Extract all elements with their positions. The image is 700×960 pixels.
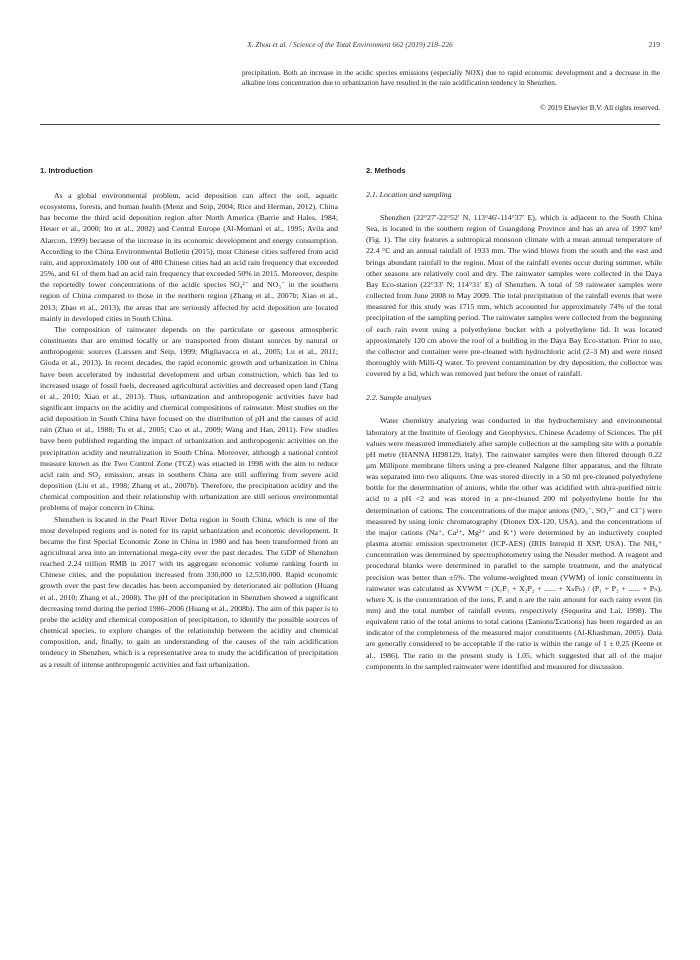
right-column [366, 166, 662, 672]
subsection-sample-analyses: 2.2. Sample analyses [366, 393, 432, 403]
intro-paragraph-2: The composition of rainwater depends on the particulate or gaseous atmospheric constituents that are emitted locally or are transported from distant sources by natural or anthropogenic sources (Larssen and Seip, 1999; Migliavacca et al., 2005; Lu et al., 2011; Gioda et al., 2013). In recent decades, the rapid economic growth and urbanization in China have been accelerated by industrial development and urban construction, which has led to increased usage of fossil fuels, decreased agricultural activities and decreased open land (Tang et al., 2010; Xiao et al., 2013). Thus, urbanization and anthropogenic activities have had significant impacts on the acidity and chemical compositions of rainwater. Most studies on the acid deposition in South China have focused on the distribution of pH and the causes of acid rain (Zhao et al., 1988; Tu et al., 2005; Cao et al., 2009; Wang and Han, 2011). Few studies have been published regarding the impact of urbanization and anthropogenic activities on the precipitation acidity and neutralization in South China. Moreover, although a national control measure known as the Two Control Zone (TCZ) was enacted in 1998 with the aim to reduce acid rain and SO₂ emission, areas in southern China are still suffering from severe acid deposition (Liu et al., 1998; Zhang et al., 2007b). Therefore, the precipitation acidity and the chemical composition and their relationship with urbanization are still serious environmental problems of major concern in China. [40, 324, 338, 513]
methods-heading: 2. Methods [366, 166, 406, 175]
section-divider [40, 124, 660, 125]
intro-paragraph-1: As a global environmental problem, acid deposition can affect the soil, aquatic ecosystems, forests, and human health (Menz and Seip, 2004; Rice and Herman, 2012). China has become the third acid deposition region after North America (Barrie and Hales, 1984; Heuer et al., 2000; Ito et al., 2002) and Central Europe (Al-Momani et al., 1995; Avila and Alarcon, 1999) because of the increase in its economic development and energy consumption. According to the China Environmental Bulletin (2015), most Chinese cities suffered from acid rain, and approximately 100 out of 480 Chinese cities had an acid rain frequency that exceeded 25%, and 61 of them had an acid rain frequency that exceeded 50% in 2015. Moreover, despite the reportedly lower concentrations of the acidic species SO₄²⁻ and NO₃⁻ in the southern region of China compared to those in the northern region (Zhang et al., 2007b; Xiao et al., 2013; Zhao et al., 2013), the areas that are seriously affected by acid deposition are located mainly in developed cities in South China. [40, 191, 338, 323]
journal-citation-line: X. Zhou et al. / Science of the Total Environment 662 (2019) 218–226 [247, 40, 453, 49]
left-column [40, 166, 338, 670]
methods-paragraph-2: Water chemistry analyzing was conducted in the hydrochemistry and environmental laboratory at the Institute of Geology and Geophysics, Chinese Academy of Sciences. The pH values were measured immediately after sample collection at the sampling site with a portable pH metre (HANNA HI98129, Italy). The rainwater samples were then filtered through 0.22 μm Millipore membrane filters using a pre-cleaned Nalgene filter apparatus, and the filtrate was separated into two aliquots. One was stored directly in a 50 ml pre-cleaned polyethylene bottle for the determination of anions, while the other was acidified with ultra-purified nitric acid to a pH <2 and was stored in a pre-cleaned 200 ml polyethylene bottle for the determination of cations. The concentrations of the major anions (NO₃⁻, SO₄²⁻ and Cl⁻) were measured by using ionic chromatography (Dionex DX-120, USA), and the concentrations of the major cations (Na⁺, Ca²⁺, Mg²⁺ and K⁺) were determined by an inductively coupled plasma atomic emission spectrometer (ICP-AES) (IRIS Intrepid II XSP, USA). The NH₄⁺ concentration was determined by spectrophotometry using the Nessler method. A reagent and procedural blanks were determined in parallel to the sample treatment, and the analytical precision was better than ±5%. The volume-weighted mean (VWM) of ionic constituents in rainwater was calculated as XVWM = (X₁P₁ + X₂P₂ + ...... + XₙPₙ) / (P₁ + P₂ + ...... + Pₙ), where Xᵢ is the concentration of the ions, Pᵢ and n are the rain amount for each rainy event (in mm) and the total number of rainfall events, respectively (Sequeira and Lai, 1998). The equivalent ratio of the total anions to total cations (Σanions/Σcations) has been regarded as an indicator of the completeness of the measured major constituents (Al-Khashman, 2005). Data are generally considered to be acceptable if the ratio is within the range of 1 ± 0.25 (Keene et al., 1986). The ratio in the present study is 1.05, which suggested that all of the major components in the sampled rainwater were identified and measured for discussion. [366, 416, 662, 671]
subsection-location-sampling: 2.1. Location and sampling [366, 190, 452, 199]
intro-paragraph-3: Shenzhen is located in the Pearl River Delta region in South China, which is one of the most developed regions and is noted for its rapid urbanization and economic development. It became the first Special Economic Zone in China in 1980 and has been transformed from an agricultural area into an international mega-city over the past decades. The GDP of Shenzhen reached 2.24 trillion RMB in 2017 with its aggregate economic volume ranking fourth in Chinese cities, and the population increased from 330,000 to 12,530,000. Rapid economic growth over the past few decades has been accompanied by deteriorated air pollution (Huang et al., 2010; Zhang et al., 2008). The pH of the precipitation in Shenzhen showed a significant decreasing trend during the period 1986–2006 (Huang et al., 2008b). The aim of this paper is to probe the acidity and chemical composition of precipitation, to identify the possible sources of chemical species, to explore changes of the relationship between the acidity and chemical composition, and, finally, to gain an understanding of the causes of the rain acidification tendency in Shenzhen, which is a representative area to study the acidification of precipitation as a result of intense anthropogenic activities and fast urbanization. [40, 514, 339, 669]
copyright-notice: © 2019 Elsevier B.V. All rights reserved. [540, 103, 660, 112]
abstract-continuation: precipitation. Both an increase in the acidic species emissions (especially NOX) due to rapid economic development and a decrease in the alkaline ions concentration due to urbanization have resulted in the rain acidification tendency in Shenzhen. [242, 68, 660, 88]
methods-paragraph-1: Shenzhen (22°27′-22°52′ N, 113°46′-114°37′ E), which is adjacent to the South China Sea, is located in the southern region of Guangdong Province and has an area of 1997 km² (Fig. 1). The city features a subtropical monsoon climate with a mean annual temperature of 22.4 °C and an annual rainfall of 1933 mm. The wind blows from the south and the east and brings abundant rainfall to the region. Most of the rainfall events occur during summer, while other seasons are relatively cool and dry. The rainwater samples were collected in the Daya Bay Eco-station (22°33′ N; 114°31′ E) of Shenzhen. A total of 59 rainwater samples were collected from June 2008 to May 2009. The total precipitation of the rainfall events that were measured for this study was 1715 mm, which accounted for approximately 74% of the total precipitation of the sampling period. The rainwater samples were collected from the beginning of each rain event using a polyethylene bucket with a polyethylene lid. It was located approximately 120 cm above the roof of a building in the Daya Bay Eco-station. Prior to use, the collector and container were pre-cleaned with hydrochloric acid (2–3 M) and were rinsed thoroughly with Milli-Q water. To prevent contamination by dry deposition, the collector was covered by a lid, which was removed just before the onset of rainfall. [366, 213, 662, 379]
running-head [0, 40, 700, 54]
intro-heading: 1. Introduction [40, 166, 93, 175]
page-number: 219 [648, 40, 660, 49]
